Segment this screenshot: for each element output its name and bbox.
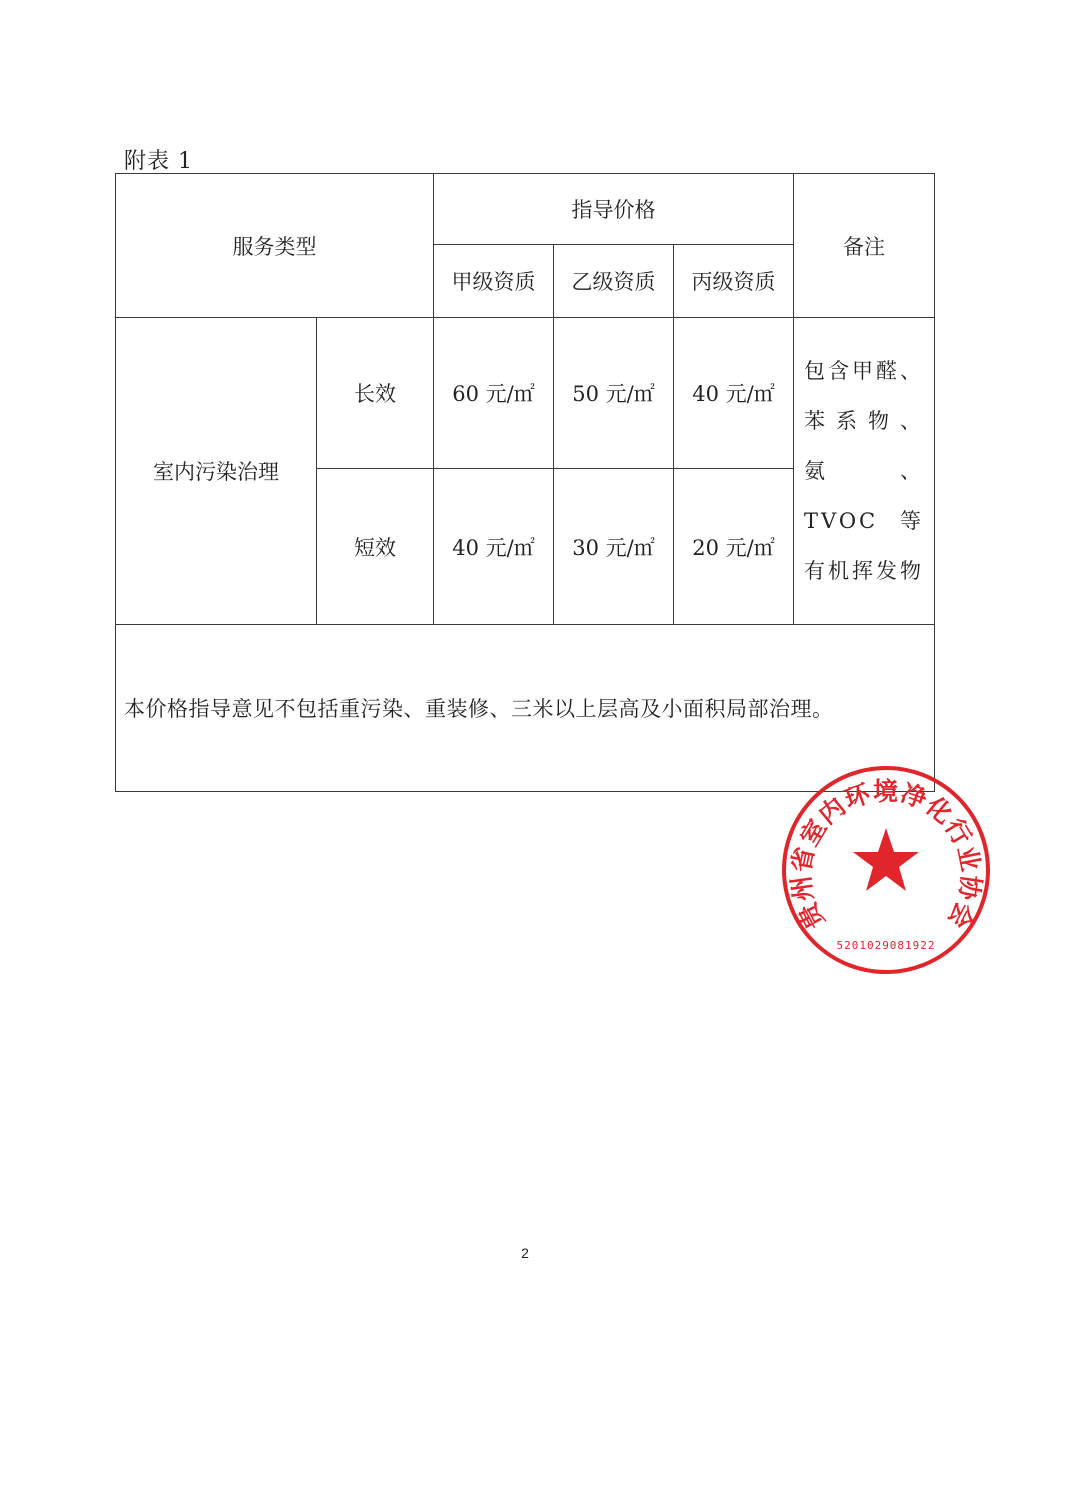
effect-long-cell: 长效 bbox=[317, 318, 434, 469]
price-long-grade-c: 40 元/㎡ bbox=[674, 318, 794, 469]
price-long-grade-b: 50 元/㎡ bbox=[554, 318, 674, 469]
grade-a-header: 甲级资质 bbox=[434, 245, 554, 318]
appendix-label: 附表 1 bbox=[124, 149, 193, 174]
grade-b-header: 乙级资质 bbox=[554, 245, 674, 318]
official-seal-stamp bbox=[781, 765, 991, 975]
price-guide-table bbox=[115, 173, 935, 792]
price-short-grade-c: 20 元/㎡ bbox=[674, 469, 794, 625]
footnote-cell: 本价格指导意见不包括重污染、重装修、三米以上层高及小面积局部治理。 bbox=[116, 625, 935, 792]
service-type-header: 服务类型 bbox=[116, 174, 434, 318]
page-number: 2 bbox=[521, 1245, 529, 1261]
remarks-cell: 包含甲醛、苯系物、氨、TVOC等有机挥发物 bbox=[794, 318, 935, 625]
grade-c-header: 丙级资质 bbox=[674, 245, 794, 318]
price-short-grade-a: 40 元/㎡ bbox=[434, 469, 554, 625]
seal-organization-text: 贵州省室内环境净化行业协会 bbox=[786, 776, 986, 934]
price-long-grade-a: 60 元/㎡ bbox=[434, 318, 554, 469]
effect-short-cell: 短效 bbox=[317, 469, 434, 625]
guide-price-header: 指导价格 bbox=[434, 174, 794, 245]
remarks-header: 备注 bbox=[794, 174, 935, 318]
seal-code-text: 5201029081922 bbox=[836, 939, 936, 952]
category-cell: 室内污染治理 bbox=[116, 318, 317, 625]
seal-star-icon bbox=[853, 828, 919, 891]
price-short-grade-b: 30 元/㎡ bbox=[554, 469, 674, 625]
